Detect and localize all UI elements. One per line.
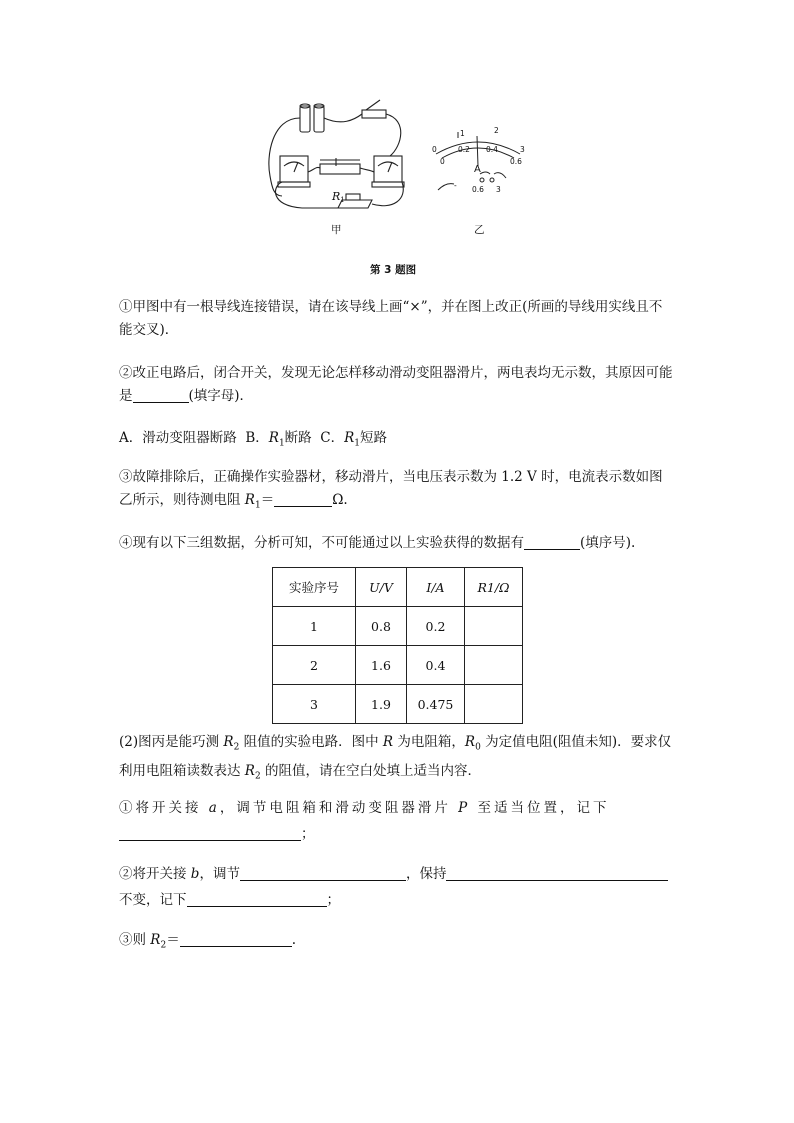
step-1-line-2: ； (119, 823, 675, 846)
table-cell (465, 646, 523, 685)
meter-left (280, 156, 308, 182)
meter-right (374, 156, 402, 182)
table-header-index: 实验序号 (273, 568, 356, 607)
table-cell: 0.8 (356, 607, 407, 646)
battery-cell-2 (314, 106, 324, 132)
answer-blank-step-2-keep[interactable] (446, 865, 668, 881)
question-2-options (119, 427, 675, 456)
scale-top-3: 3 (520, 145, 525, 154)
table-cell: 0.2 (407, 607, 465, 646)
table-cell: 1.9 (356, 685, 407, 724)
table-cell: 0.475 (407, 685, 465, 724)
table-cell: 1.6 (356, 646, 407, 685)
answer-blank-step-3[interactable] (180, 931, 292, 947)
question-2: ②改正电路后，闭合开关，发现无论怎样移动滑动变阻器滑片，两电表均无示数，其原因可能是 (填字母)． (119, 365, 673, 404)
table-cell (465, 607, 523, 646)
figure-label-jia: 甲 (331, 224, 342, 236)
ammeter-dial-figure-yi (428, 122, 530, 200)
option-b: B．$R_1$断路 (245, 430, 312, 449)
terminal-3: 3 (496, 185, 501, 194)
scale-top-2: 2 (494, 126, 499, 135)
table-cell: 0.4 (407, 646, 465, 685)
table-header-u: U/V (356, 568, 407, 607)
figure-label-yi: 乙 (474, 224, 485, 236)
dial-needle (477, 136, 478, 166)
step-2-line-2: 不变，记下 ； (119, 892, 340, 908)
step-3: ③则 $R_2=$ . (119, 932, 296, 951)
answer-blank-step-1[interactable] (119, 825, 301, 841)
step-1: ①将开关接 a，调节电阻箱和滑动变阻器滑片 P 至适当位置，记下 (119, 800, 610, 816)
terminal-06: 0.6 (472, 185, 484, 194)
question-4: ④现有以下三组数据，分析可知，不可能通过以上实验获得的数据有 (填序号). (119, 535, 636, 551)
scale-bottom-04: 0.4 (486, 145, 498, 154)
r1-label: R1 (332, 190, 345, 204)
meter-unit: A (474, 164, 481, 175)
figure-caption: 第 3 题图 (370, 264, 417, 276)
scale-top-0: 0 (432, 145, 437, 154)
table-row (273, 646, 523, 685)
scale-top-1: 1 (460, 129, 465, 138)
table-header-row (273, 568, 523, 607)
table-cell (465, 685, 523, 724)
table-row (273, 607, 523, 646)
battery-cell-1 (300, 106, 310, 132)
answer-blank-step-2-record[interactable] (187, 891, 327, 907)
table-cell: 2 (273, 646, 356, 685)
table-cell: 3 (273, 685, 356, 724)
circuit-figure-jia (262, 96, 412, 220)
option-c: C．$R_1$短路 (320, 430, 388, 449)
terminal-minus: - (454, 181, 457, 190)
answer-blank-step-2-adjust[interactable] (240, 865, 406, 881)
scale-bottom-0: 0 (440, 157, 445, 166)
table-row (273, 685, 523, 724)
answer-blank-q3[interactable] (274, 491, 332, 507)
table-header-i: I/A (407, 568, 465, 607)
table-header-r1: R1/Ω (465, 568, 523, 607)
answer-blank-q2[interactable] (133, 387, 189, 403)
answer-blank-q4[interactable] (524, 534, 580, 550)
scale-bottom-06: 0.6 (510, 157, 522, 166)
data-table (272, 567, 523, 724)
scale-bottom-02: 0.2 (458, 145, 470, 154)
part-2-intro: (2)图丙是能巧测 $R_2$ 阻值的实验电路．图中 R 为电阻箱，$R_0$ 为定值电阻(阻值未知)．要求仅利用电阻箱读数表达 $R_2$ 的阻值，请在空白处填上适当内容． (119, 734, 672, 782)
question-3: ③故障排除后，正确操作实验器材，移动滑片，当电压表示数为 1.2 V 时，电流表示数如图乙所示，则待测电阻 $R_1= \Omega$. (119, 469, 663, 511)
option-a: A．滑动变阻器断路 (119, 430, 237, 446)
rheostat (320, 164, 360, 174)
question-1: ①甲图中有一根导线连接错误，请在该导线上画“×”，并在图上改正(所画的导线用实线且不能交叉)． (119, 299, 663, 338)
table-cell: 1 (273, 607, 356, 646)
switch (362, 110, 386, 118)
step-2: ②将开关接 b，调节 ，保持 (119, 863, 675, 886)
